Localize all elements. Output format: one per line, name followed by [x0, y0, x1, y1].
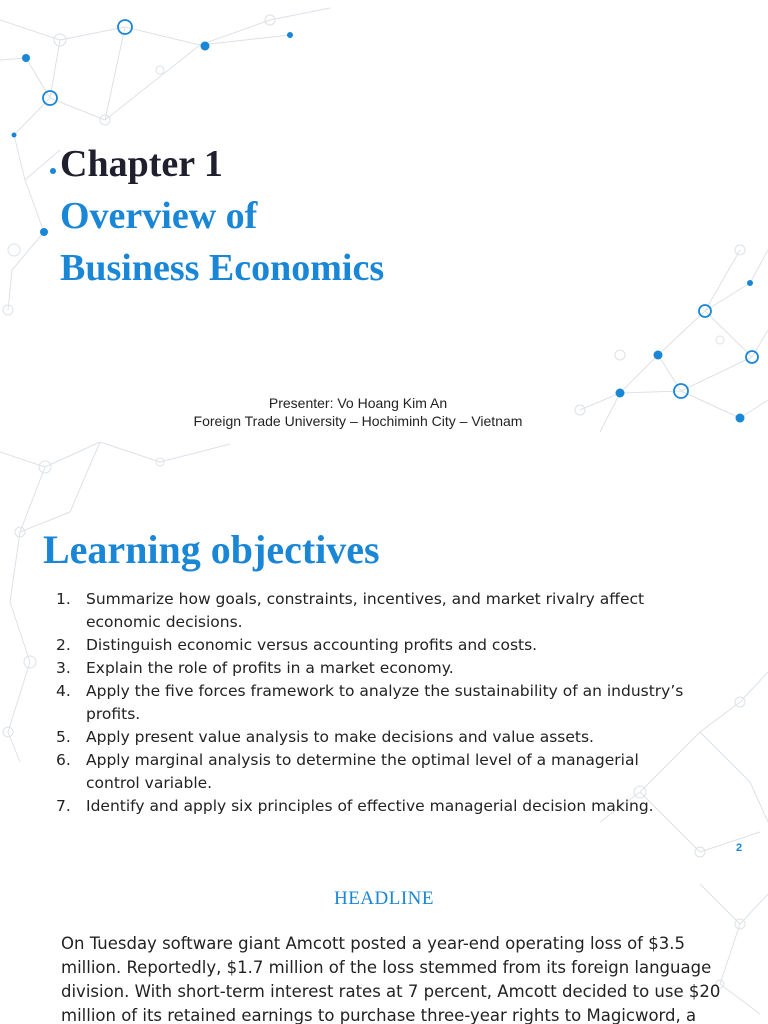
list-item: 1. Summarize how goals, constraints, incentives, and market rivalry affect economic decisions.: [56, 590, 645, 631]
subtitle-line-2: Business Economics: [60, 247, 385, 289]
subtitle-line-1: Overview of: [60, 195, 258, 237]
list-item: 3. Explain the role of profits in a market economy.: [56, 659, 454, 677]
objectives-list: [54, 588, 694, 818]
presenter-affiliation: Foreign Trade University – Hochiminh City – Vietnam: [193, 413, 523, 429]
list-item: 7. Identify and apply six principles of effective managerial decision making.: [56, 797, 654, 815]
chapter-title: Chapter 1: [60, 143, 223, 185]
page-number: 2: [736, 842, 743, 854]
list-item: 6. Apply marginal analysis to determine the optimal level of a managerial control variable.: [56, 751, 639, 792]
headline: HEADLINE: [333, 888, 435, 909]
list-item: 2. Distinguish economic versus accounting profits and costs.: [56, 636, 538, 654]
body-paragraph: On Tuesday software giant Amcott posted a year-end operating loss of $3.5 million. Reportedly, $1.7 million of the loss stemmed from its foreign language division. With short-term interest rates at 7 percent, Amcott decided to use $20 million of its retained earnings to purchase three-year rights to Magicword, a: [61, 934, 721, 1024]
presenter-name: Presenter: Vo Hoang Kim An: [268, 395, 448, 411]
list-item: 5. Apply present value analysis to make decisions and value assets.: [56, 728, 594, 746]
title-slide: [0, 0, 768, 432]
list-item: 4. Apply the five forces framework to analyze the sustainability of an industry’s profits.: [56, 682, 684, 723]
chapter-subtitle: [60, 190, 384, 294]
presenter-block: [0, 394, 716, 430]
learning-objectives-slide: [0, 432, 768, 864]
headline-slide: [0, 864, 768, 1024]
slide-title: Learning objectives: [43, 527, 380, 572]
